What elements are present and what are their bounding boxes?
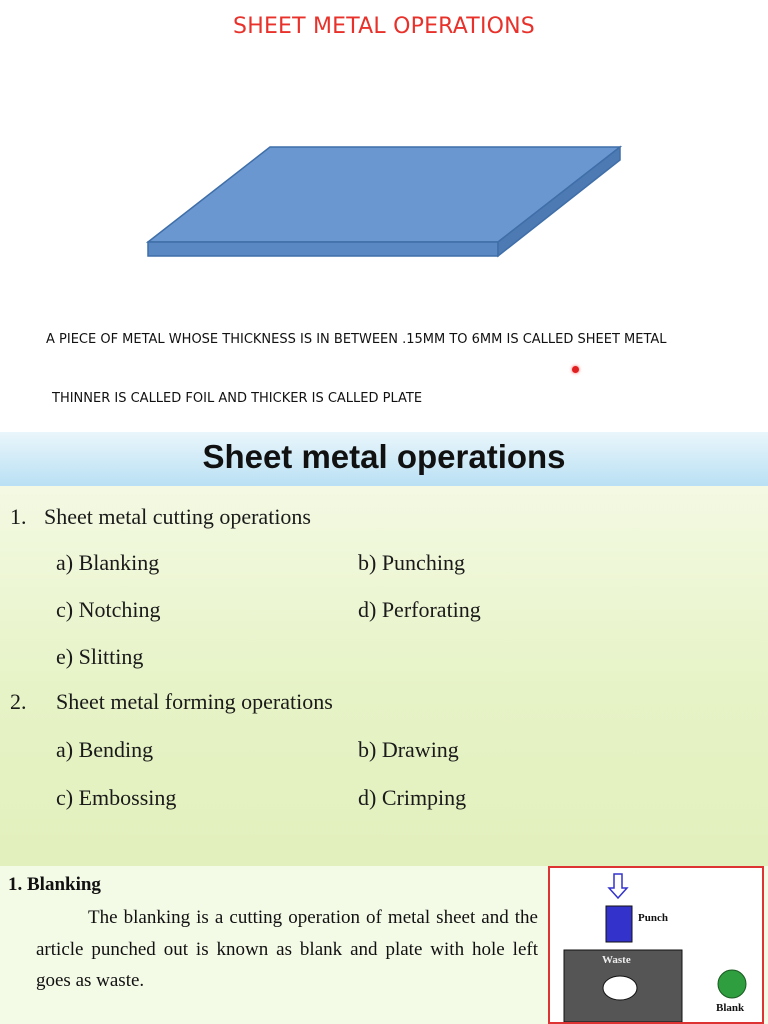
hole-in-plate <box>603 976 637 1000</box>
cutting-op-perforating: d) Perforating <box>358 597 481 622</box>
section2-number: 2. <box>10 689 27 714</box>
blank-label: Blank <box>716 1002 745 1014</box>
slide-operations-list <box>0 432 768 866</box>
cutting-op-blanking: a) Blanking <box>56 550 160 575</box>
sheet-metal-plate-illustration <box>0 0 768 300</box>
forming-op-crimping: d) Crimping <box>358 785 467 810</box>
section1-heading: Sheet metal cutting operations <box>44 504 311 529</box>
punch-block <box>606 906 632 942</box>
punch-label: Punch <box>638 912 668 924</box>
cutting-op-notching: c) Notching <box>56 597 161 622</box>
foil-plate-note: THINNER IS CALLED FOIL AND THICKER IS CALLED PLATE <box>52 391 423 406</box>
section1-number: 1. <box>10 504 27 529</box>
forming-op-embossing: c) Embossing <box>56 785 177 810</box>
sheet-metal-definition: A PIECE OF METAL WHOSE THICKNESS IS IN BETWEEN .15MM TO 6MM IS CALLED SHEET METAL <box>46 332 667 347</box>
blanking-diagram-drawing <box>550 868 762 1022</box>
laser-pointer-dot <box>572 366 579 373</box>
forming-op-bending: a) Bending <box>56 737 154 762</box>
slide-sheet-metal-definition <box>0 0 768 432</box>
forming-op-drawing: b) Drawing <box>358 737 459 762</box>
plate-top-face <box>148 147 620 242</box>
down-arrow-icon <box>609 874 627 898</box>
section2-heading: Sheet metal forming operations <box>56 689 333 714</box>
slide2-title: Sheet metal operations <box>202 438 566 475</box>
blanking-diagram <box>548 866 764 1024</box>
waste-label: Waste <box>602 954 631 966</box>
plate-front-face <box>148 242 498 256</box>
slide-blanking <box>0 866 768 1024</box>
slide1-title: SHEET METAL OPERATIONS <box>233 14 535 39</box>
cutting-op-slitting: e) Slitting <box>56 644 144 669</box>
cutting-op-punching: b) Punching <box>358 550 465 575</box>
blanking-heading: 1. Blanking <box>8 874 101 895</box>
slide2-header-band <box>0 432 768 486</box>
blank-disc <box>718 970 746 998</box>
blanking-description: The blanking is a cutting operation of metal sheet and the article punched out is known as blank and plate with hole left goes as waste. <box>36 907 538 991</box>
